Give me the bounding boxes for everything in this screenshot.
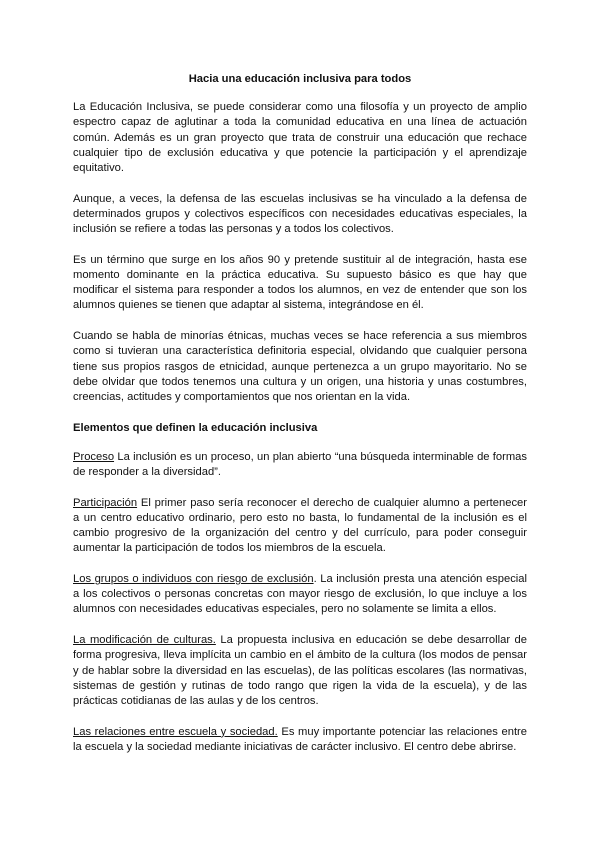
element-text: Es muy importante potenciar las relaciones entre la escuela y la sociedad mediante iniciativas de carácter inclusivo. El centro debe abrirse.: [73, 725, 528, 753]
paragraph-term-origin: Es un término que surge en los años 90 y pretende sustituir al de integración, hasta ese momento dominante en la práctica educativa. Su supuesto básico es que hay que modificar el sistema para responder a todos los alumnos, en vez de entender que son los alumnos quienes se tienen que adaptar al sistema, integrándose en él.: [73, 253, 527, 312]
element-text: La propuesta inclusiva en educación se debe desarrollar de forma progresiva, lleva implícita un cambio en el ámbito de la cultura (los modos de pensar y de hablar sobre la diversidad en las escuelas), de las políticas escolares (las normativas, sistemas de gestión y rutinas de todo rango que rigen la vida de la escuela), y de las prácticas cotidianas de las aulas y de los centros.: [73, 634, 527, 707]
element-text: La inclusión es un proceso, un plan abierto “una búsqueda interminable de formas de responder a la diversidad”.: [73, 450, 527, 479]
document-title: Hacia una educación inclusiva para todos: [188, 73, 412, 85]
document-page: [73, 72, 527, 771]
section-heading: Elementos que definen la educación inclusiva: [73, 421, 318, 434]
element-process: [73, 450, 527, 480]
element-term: Participación: [73, 496, 138, 509]
paragraph-ethnic-minorities: Cuando se habla de minorías étnicas, muchas veces se hace referencia a sus miembros como si tuvieran una característica definitoria especial, olvidando que cualquier persona tiene sus propios rasgos de etnicidad, aunque pertenezca a un grupo mayoritario. No se debe olvidar que todos tenemos una cultura y un origen, una historia y unas costumbres, creencias, actitudes y comportamientos que nos orientan en la vida.: [73, 330, 527, 403]
element-text: El primer paso sería reconocer el derecho de cualquier alumno a pertenecer a un centro educativo ordinario, pero esto no basta, lo fundamental de la inclusión es el cambio progresivo de la organización del centro y del currículo, para poder conseguir aumentar la participación de todos los miembros de la escuela.: [73, 496, 527, 555]
element-term: Proceso: [73, 450, 115, 463]
element-term: La modificación de culturas.: [73, 634, 216, 647]
element-school-society: [73, 725, 527, 755]
element-term: Los grupos o individuos con riesgo de exclusión: [73, 573, 314, 586]
element-term: Las relaciones entre escuela y sociedad.: [73, 725, 278, 738]
element-participation: [73, 496, 527, 557]
element-culture-change: [73, 633, 527, 709]
element-risk-groups: [73, 572, 527, 618]
paragraph-intro: La Educación Inclusiva, se puede considerar como una filosofía y un proyecto de amplio espectro capaz de aglutinar a toda la comunidad educativa en una línea de actuación común. Además es un gran proyecto que trata de construir una educación que rechace cualquier tipo de exclusión educativa y que potencie la participación y el aprendizaje equitativo.: [73, 101, 527, 175]
paragraph-groups: Aunque, a veces, la defensa de las escuelas inclusivas se ha vinculado a la defensa de determinados grupos y colectivos específicos con necesidades educativas especiales, la inclusión se refiere a todas las personas y a todos los colectivos.: [73, 192, 527, 236]
element-text: . La inclusión presta una atención especial a los colectivos o personas concretas con mayor riesgo de exclusión, lo que incluye a los alumnos con necesidades educativas especiales, pero no solamente se limita a ellos.: [73, 573, 527, 616]
